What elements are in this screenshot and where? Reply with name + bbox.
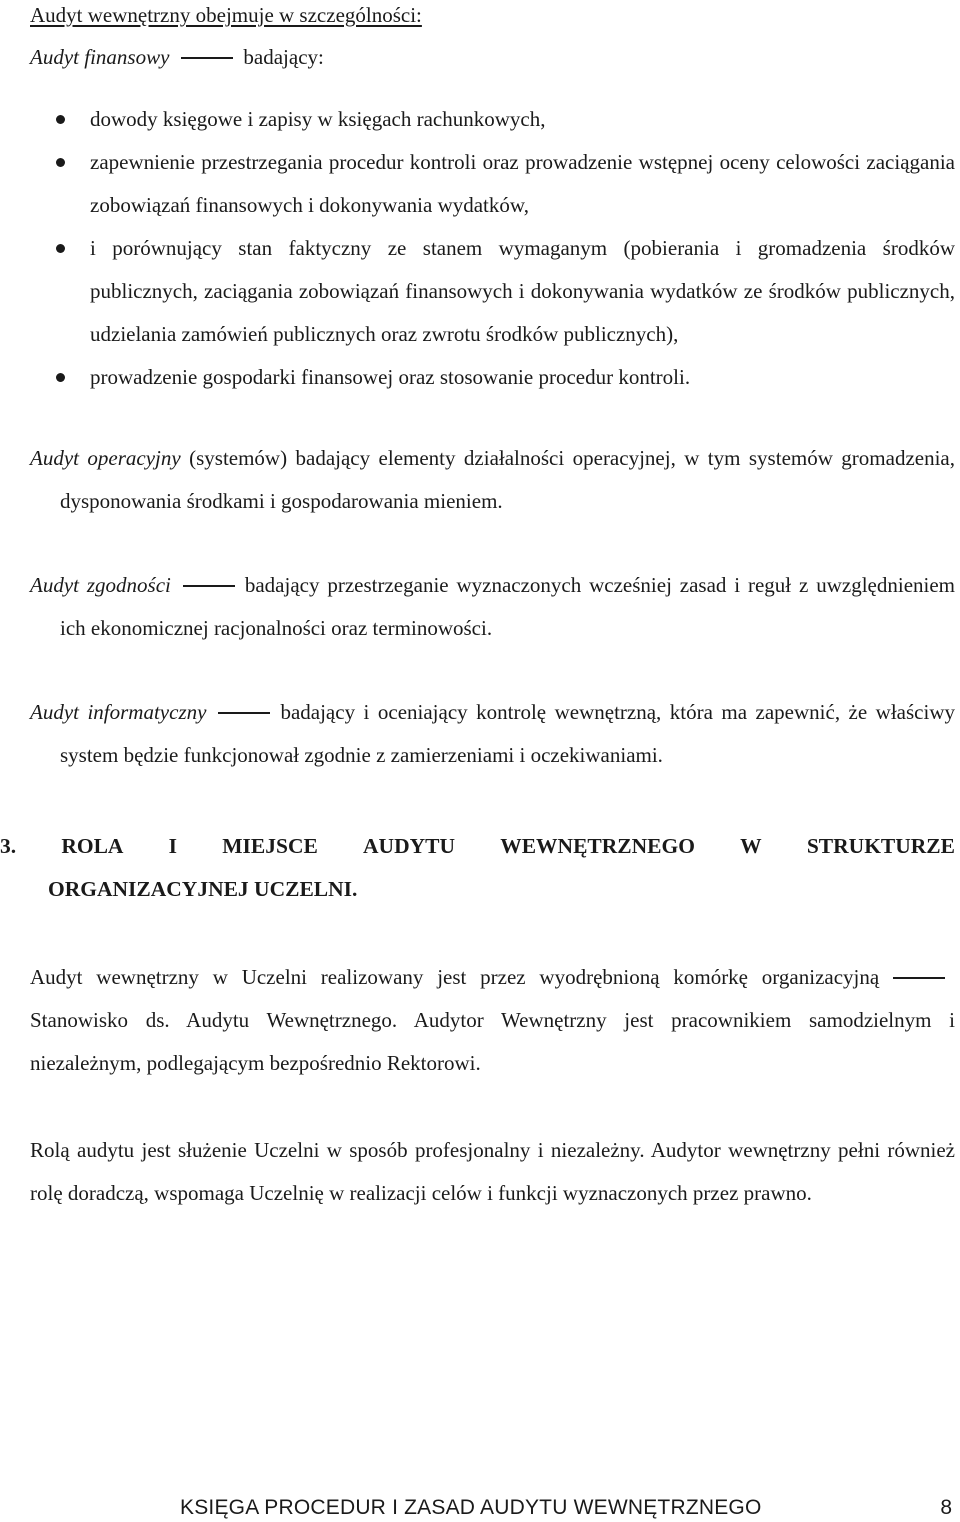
section-word: STRUKTURZE [806,834,955,858]
section-word: MIEJSCE [222,834,318,858]
intro-heading: Audyt wewnętrzny obejmuje w szczególności: [30,3,422,27]
footer-title: KSIĘGA PROCEDUR I ZASAD AUDYTU WEWNĘTRZNEGO [180,1496,762,1519]
compliance-audit-paragraph [30,564,955,650]
bullet-icon [56,158,65,167]
list-item-text: dowody księgowe i zapisy w księgach rachunkowych, [90,107,546,131]
list-item [30,227,955,356]
financial-audit-label: Audyt finansowy [30,45,170,69]
financial-audit-rest: badający: [243,45,324,69]
page-footer [180,1496,952,1520]
section-number: 3. [0,834,17,858]
em-dash [183,585,235,587]
bullet-icon [56,115,65,124]
list-item-text: prowadzenie gospodarki finansowej oraz stosowanie procedur kontroli. [90,365,691,389]
financial-audit-line [30,44,955,70]
page-number: 8 [940,1496,952,1519]
em-dash [218,712,270,714]
operational-audit-text: (systemów) badający elementy działalności operacyjnej, w tym systemów gromadzenia, dysponowania środkami i gospodarowania mieniem. [60,446,955,513]
bullet-icon [56,373,65,382]
section-word: AUDYTU [363,834,455,858]
bullet-icon [56,244,65,253]
it-audit-label: Audyt informatyczny [30,700,207,724]
unit-paragraph [30,956,955,1085]
list-item [30,356,955,399]
list-item-text: i porównujący stan faktyczny ze stanem wymaganym (pobierania i gromadzenia środków publicznych, zaciągania zobowiązań finansowych i dokonywania wydatków ze środków publicznych, udzielania zamówień publicznych oraz zwrotu środków publicznych), [90,236,955,346]
section-word: I [168,834,178,858]
compliance-audit-label: Audyt zgodności [30,573,171,597]
section-heading [0,825,955,911]
role-paragraph: Rolą audytu jest służenie Uczelni w sposób profesjonalny i niezależny. Audytor wewnętrzny pełni również rolę doradczą, wspomaga Uczelnię w realizacji celów i funkcji wyznaczonych przez prawno. [30,1138,955,1205]
section-heading-line2: ORGANIZACYJNEJ UCZELNI. [48,877,358,901]
compliance-audit-text: badający przestrzeganie wyznaczonych wcześniej zasad i reguł z uwzględnieniem ich ekonomicznej racjonalności oraz terminowości. [60,573,956,640]
list-item [30,141,955,227]
list-item [30,98,955,141]
it-audit-text: badający i oceniający kontrolę wewnętrzną, która ma zapewnić, że właściwy system będzie funkcjonował zgodnie z zamierzeniami i oczekiwaniami. [60,700,955,767]
em-dash [893,977,945,979]
it-audit-paragraph [30,691,955,777]
financial-audit-list [30,98,955,399]
section-word: W [740,834,762,858]
em-dash [181,57,233,59]
unit-paragraph-end: Stanowisko ds. Audytu Wewnętrznego. Audytor Wewnętrzny jest pracownikiem samodzielnym i niezależnym, podlegającym bezpośrednio Rektorowi. [30,1008,955,1075]
operational-audit-label: Audyt operacyjny [30,446,181,470]
section-heading-line1 [0,825,955,868]
unit-paragraph-start: Audyt wewnętrzny w Uczelni realizowany jest przez wyodrębnioną komórkę organizacyjną [30,965,880,989]
list-item-text: zapewnienie przestrzegania procedur kontroli oraz prowadzenie wstępnej oceny celowości zaciągania zobowiązań finansowych i dokonywania wydatków, [90,150,955,217]
section-word: ROLA [61,834,124,858]
section-word: WEWNĘTRZNEGO [500,834,695,858]
operational-audit-paragraph [30,437,955,523]
